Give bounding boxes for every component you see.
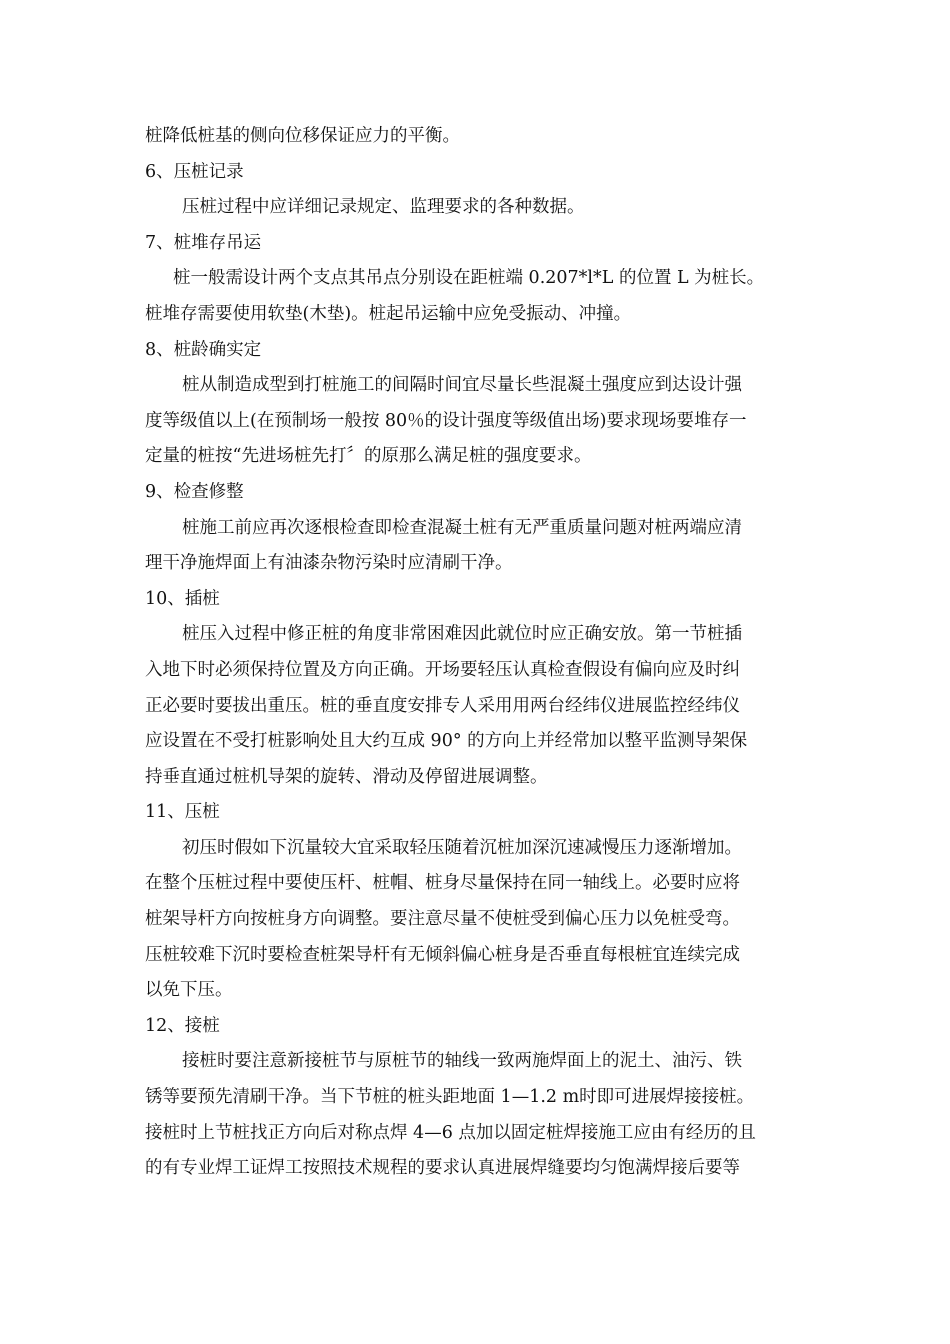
- paragraph-line: 应设置在不受打桩影响处且大约互成 90° 的方向上并经常加以整平监测导架保: [145, 731, 748, 752]
- paragraph-first-line: 初压时假如下沉量较大宜采取轻压随着沉桩加深沉速减慢压力逐渐增加。: [182, 837, 742, 858]
- paragraph-first-line: 压桩过程中应详细记录规定、监理要求的各种数据。: [182, 197, 585, 218]
- paragraph-line: 锈等要预先清刷干净。当下节桩的桩头距地面 1—1.2 m时即可进展焊接接桩。: [145, 1087, 755, 1108]
- paragraph-line: 压桩较难下沉时要检查桩架导杆有无倾斜偏心桩身是否垂直每根桩宜连续完成: [145, 944, 740, 965]
- paragraph-line: 桩降低桩基的侧向位移保证应力的平衡。: [145, 126, 460, 146]
- section-heading: 10、插桩: [145, 588, 220, 609]
- paragraph-first-line: 桩从制造成型到打桩施工的间隔时间宜尽量长些混凝土强度应到达设计强: [182, 375, 742, 396]
- section-heading: 11、压桩: [145, 802, 220, 823]
- paragraph-first-line: 桩压入过程中修正桩的角度非常困难因此就位时应正确安放。第一节桩插: [182, 624, 742, 645]
- paragraph-line: 理干净施焊面上有油漆杂物污染时应清刷干净。: [145, 553, 513, 574]
- paragraph-line: 定量的桩按“先进场桩先打〞的原那么满足桩的强度要求。: [145, 446, 592, 467]
- paragraph-first-line: 桩施工前应再次逐根检查即检查混凝土桩有无严重质量问题对桩两端应清: [182, 517, 742, 538]
- paragraph-line: 桩架导杆方向按桩身方向调整。要注意尽量不使桩受到偏心压力以免桩受弯。: [145, 909, 740, 930]
- paragraph-first-line: 接桩时要注意新接桩节与原桩节的轴线一致两施焊面上的泥土、油污、铁: [182, 1051, 742, 1072]
- paragraph-line: 入地下时必须保持位置及方向正确。开场要轻压认真检查假设有偏向应及时纠: [145, 659, 740, 680]
- paragraph-line: 正必要时要拔出重压。桩的垂直度安排专人采用用两台经纬仪进展监控经纬仪: [145, 695, 740, 716]
- section-heading: 7、桩堆存吊运: [145, 232, 262, 253]
- section-heading: 6、压桩记录: [145, 161, 244, 182]
- document-body: [145, 119, 810, 1187]
- paragraph-line: 接桩时上节桩找正方向后对称点焊 4—6 点加以固定桩焊接施工应由有经历的且: [145, 1122, 756, 1143]
- paragraph-line: 桩堆存需要使用软垫(木垫)。桩起吊运输中应免受振动、冲撞。: [145, 303, 632, 324]
- section-heading: 8、桩龄确实定: [145, 339, 262, 360]
- section-heading: 9、检查修整: [145, 481, 244, 502]
- paragraph-line: 的有专业焊工证焊工按照技术规程的要求认真进展焊缝要均匀饱满焊接后要等: [145, 1158, 740, 1179]
- paragraph-line: 在整个压桩过程中要使压杆、桩帽、桩身尽量保持在同一轴线上。必要时应将: [145, 873, 740, 894]
- paragraph-first-line: 桩一般需设计两个支点其吊点分别设在距桩端 0.207*l*L 的位置 L 为桩长。: [173, 268, 765, 289]
- paragraph-line: 以免下压。: [145, 980, 233, 1001]
- paragraph-line: 持垂直通过桩机导架的旋转、滑动及停留进展调整。: [145, 766, 548, 787]
- section-heading: 12、接桩: [145, 1015, 220, 1036]
- paragraph-line: 度等级值以上(在预制场一般按 80％的设计强度等级值出场)要求现场要堆存一: [145, 410, 747, 431]
